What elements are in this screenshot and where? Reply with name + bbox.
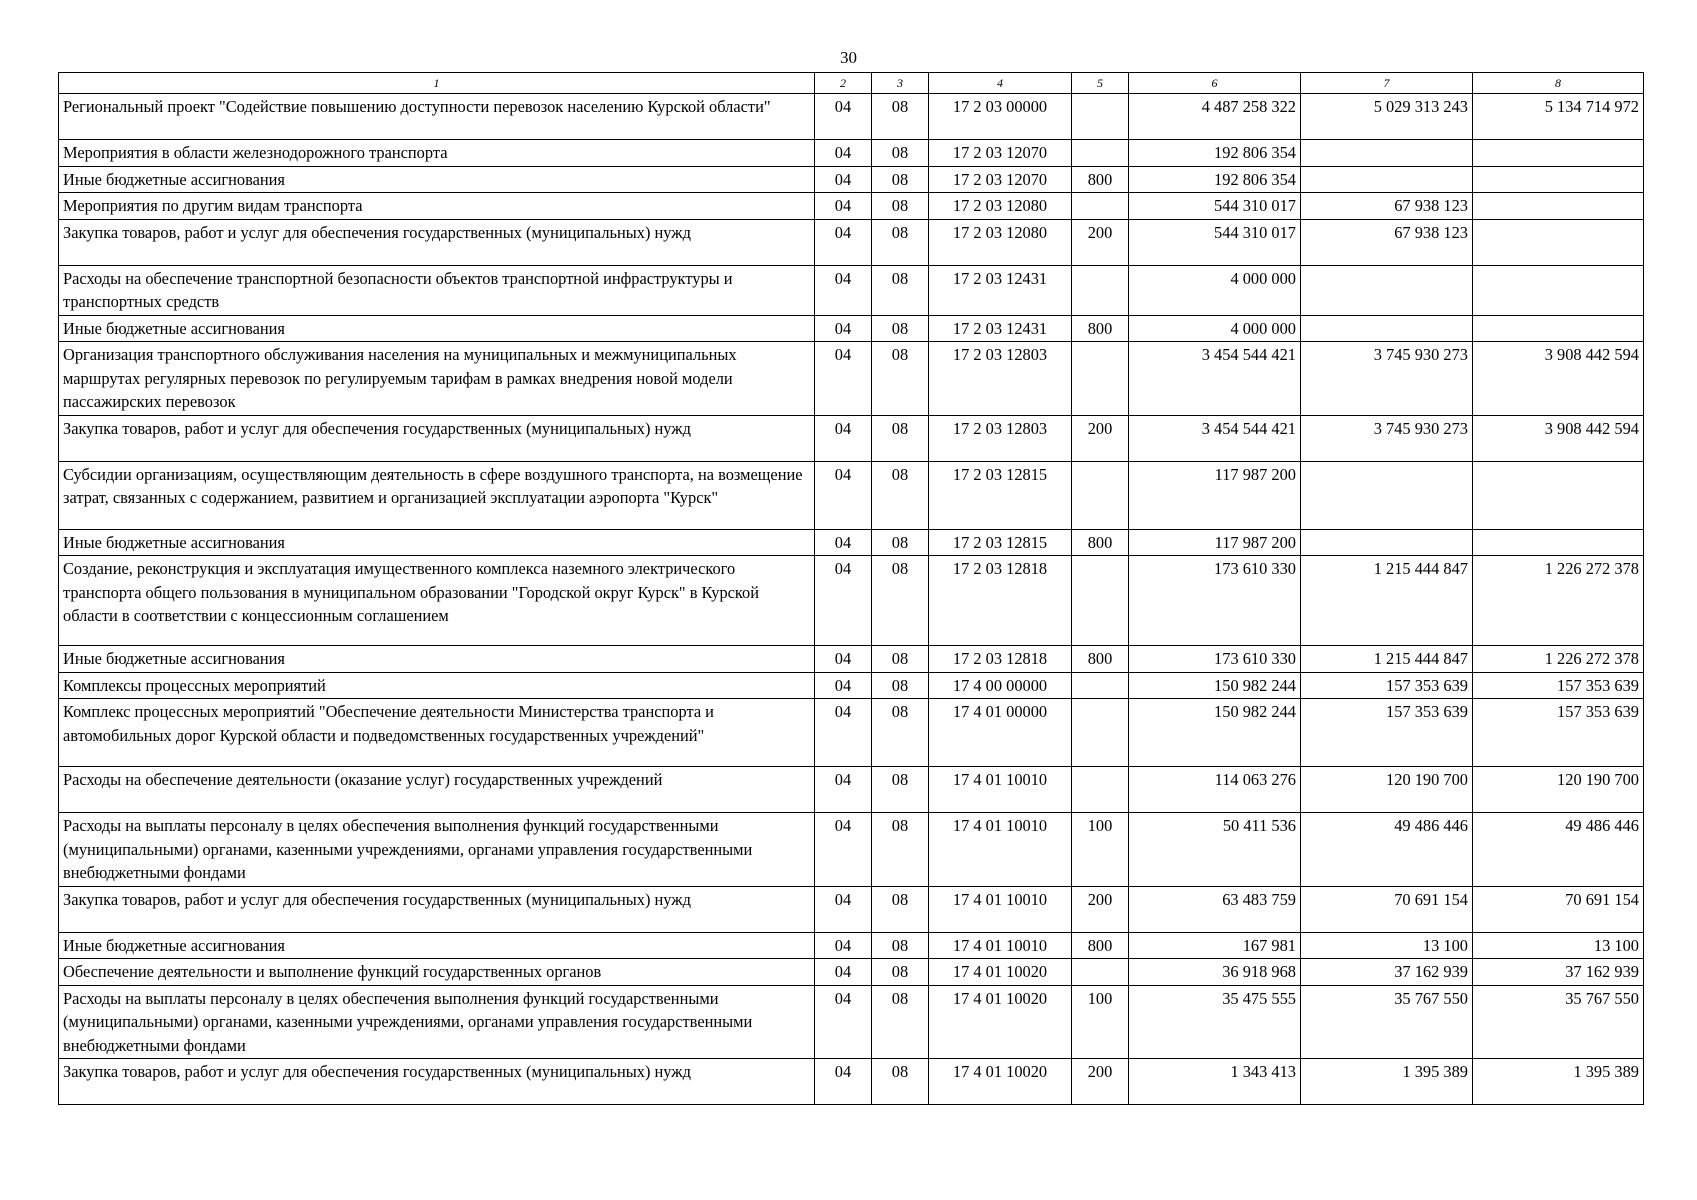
expense-type-cell: 800 — [1072, 166, 1129, 193]
amount-col8-cell: 1 226 272 378 — [1473, 646, 1644, 673]
subsection-code-cell: 08 — [872, 94, 929, 140]
expense-type-cell: 100 — [1072, 985, 1129, 1059]
amount-col7-cell: 49 486 446 — [1301, 813, 1473, 887]
table-row — [59, 646, 1644, 673]
amount-col7-cell: 1 215 444 847 — [1301, 556, 1473, 646]
section-code-cell: 04 — [815, 94, 872, 140]
subsection-code-cell: 08 — [872, 672, 929, 699]
table-row — [59, 415, 1644, 461]
section-code-cell: 04 — [815, 461, 872, 529]
subsection-code-cell: 08 — [872, 219, 929, 265]
subsection-code-cell: 08 — [872, 166, 929, 193]
target-article-cell: 17 2 03 12815 — [929, 461, 1072, 529]
table-row — [59, 140, 1644, 167]
table-row — [59, 932, 1644, 959]
section-code-cell: 04 — [815, 813, 872, 887]
amount-col7-cell: 35 767 550 — [1301, 985, 1473, 1059]
column-number: 3 — [872, 73, 929, 94]
section-code-cell: 04 — [815, 959, 872, 986]
amount-col7-cell: 157 353 639 — [1301, 672, 1473, 699]
amount-col7-cell: 157 353 639 — [1301, 699, 1473, 767]
amount-col6-cell: 173 610 330 — [1129, 646, 1301, 673]
amount-col7-cell: 3 745 930 273 — [1301, 415, 1473, 461]
subsection-code-cell: 08 — [872, 1059, 929, 1105]
amount-col8-cell: 5 134 714 972 — [1473, 94, 1644, 140]
expense-type-cell — [1072, 672, 1129, 699]
target-article-cell: 17 4 01 00000 — [929, 699, 1072, 767]
column-number: 1 — [59, 73, 815, 94]
section-code-cell: 04 — [815, 767, 872, 813]
target-article-cell: 17 2 03 12431 — [929, 265, 1072, 315]
target-article-cell: 17 4 01 10020 — [929, 985, 1072, 1059]
amount-col7-cell — [1301, 166, 1473, 193]
amount-col6-cell: 173 610 330 — [1129, 556, 1301, 646]
section-code-cell: 04 — [815, 193, 872, 220]
expense-type-cell — [1072, 959, 1129, 986]
column-number: 2 — [815, 73, 872, 94]
target-article-cell: 17 2 03 12080 — [929, 193, 1072, 220]
target-article-cell: 17 2 03 12803 — [929, 415, 1072, 461]
column-number: 8 — [1473, 73, 1644, 94]
target-article-cell: 17 4 01 10010 — [929, 813, 1072, 887]
subsection-code-cell: 08 — [872, 140, 929, 167]
amount-col7-cell — [1301, 529, 1473, 556]
amount-col8-cell — [1473, 265, 1644, 315]
row-name-cell: Субсидии организациям, осуществляющим деятельность в сфере воздушного транспорта, на возмещение затрат, связанных с содержанием, развитием и организацией эксплуатации аэропорта "Курск" — [59, 461, 815, 529]
subsection-code-cell: 08 — [872, 529, 929, 556]
amount-col8-cell: 70 691 154 — [1473, 886, 1644, 932]
amount-col8-cell: 13 100 — [1473, 932, 1644, 959]
amount-col6-cell: 35 475 555 — [1129, 985, 1301, 1059]
amount-col8-cell: 157 353 639 — [1473, 672, 1644, 699]
expense-type-cell — [1072, 342, 1129, 416]
target-article-cell: 17 4 01 10020 — [929, 1059, 1072, 1105]
section-code-cell: 04 — [815, 315, 872, 342]
amount-col8-cell — [1473, 193, 1644, 220]
row-name-cell: Мероприятия в области железнодорожного транспорта — [59, 140, 815, 167]
subsection-code-cell: 08 — [872, 415, 929, 461]
amount-col8-cell: 1 395 389 — [1473, 1059, 1644, 1105]
section-code-cell: 04 — [815, 1059, 872, 1105]
subsection-code-cell: 08 — [872, 646, 929, 673]
amount-col6-cell: 4 487 258 322 — [1129, 94, 1301, 140]
expense-type-cell — [1072, 140, 1129, 167]
table-row — [59, 193, 1644, 220]
amount-col7-cell: 120 190 700 — [1301, 767, 1473, 813]
expense-type-cell: 200 — [1072, 415, 1129, 461]
row-name-cell: Иные бюджетные ассигнования — [59, 166, 815, 193]
subsection-code-cell: 08 — [872, 193, 929, 220]
target-article-cell: 17 2 03 12080 — [929, 219, 1072, 265]
amount-col8-cell — [1473, 529, 1644, 556]
subsection-code-cell: 08 — [872, 461, 929, 529]
table-row — [59, 985, 1644, 1059]
section-code-cell: 04 — [815, 699, 872, 767]
page-number: 30 — [840, 48, 857, 67]
amount-col7-cell: 5 029 313 243 — [1301, 94, 1473, 140]
table-row — [59, 529, 1644, 556]
row-name-cell: Организация транспортного обслуживания населения на муниципальных и межмуниципальных маршрутах регулярных перевозок по регулируемым тарифам в рамках внедрения новой модели пассажирских перевозок — [59, 342, 815, 416]
subsection-code-cell: 08 — [872, 959, 929, 986]
column-number: 4 — [929, 73, 1072, 94]
row-name-cell: Расходы на выплаты персоналу в целях обеспечения выполнения функций государственными (муниципальными) органами, казенными учреждениями, органами управления государственными внебюджетными фондами — [59, 985, 815, 1059]
expense-type-cell: 800 — [1072, 646, 1129, 673]
row-name-cell: Иные бюджетные ассигнования — [59, 646, 815, 673]
row-name-cell: Закупка товаров, работ и услуг для обеспечения государственных (муниципальных) нужд — [59, 219, 815, 265]
amount-col8-cell — [1473, 219, 1644, 265]
row-name-cell: Иные бюджетные ассигнования — [59, 529, 815, 556]
amount-col6-cell: 4 000 000 — [1129, 265, 1301, 315]
row-name-cell: Закупка товаров, работ и услуг для обеспечения государственных (муниципальных) нужд — [59, 1059, 815, 1105]
expense-type-cell — [1072, 767, 1129, 813]
section-code-cell: 04 — [815, 166, 872, 193]
subsection-code-cell: 08 — [872, 699, 929, 767]
amount-col6-cell: 192 806 354 — [1129, 166, 1301, 193]
amount-col8-cell — [1473, 461, 1644, 529]
amount-col7-cell — [1301, 461, 1473, 529]
table-row — [59, 461, 1644, 529]
table-row — [59, 219, 1644, 265]
target-article-cell: 17 2 03 12818 — [929, 646, 1072, 673]
column-number: 6 — [1129, 73, 1301, 94]
expense-type-cell: 100 — [1072, 813, 1129, 887]
target-article-cell: 17 2 03 12815 — [929, 529, 1072, 556]
section-code-cell: 04 — [815, 265, 872, 315]
amount-col6-cell: 3 454 544 421 — [1129, 342, 1301, 416]
table-row — [59, 265, 1644, 315]
row-name-cell: Закупка товаров, работ и услуг для обеспечения государственных (муниципальных) нужд — [59, 415, 815, 461]
amount-col8-cell: 3 908 442 594 — [1473, 342, 1644, 416]
amount-col7-cell: 70 691 154 — [1301, 886, 1473, 932]
subsection-code-cell: 08 — [872, 886, 929, 932]
table-row — [59, 767, 1644, 813]
target-article-cell: 17 4 00 00000 — [929, 672, 1072, 699]
amount-col6-cell: 150 982 244 — [1129, 699, 1301, 767]
amount-col7-cell: 13 100 — [1301, 932, 1473, 959]
amount-col7-cell — [1301, 265, 1473, 315]
amount-col8-cell — [1473, 315, 1644, 342]
amount-col7-cell: 1 215 444 847 — [1301, 646, 1473, 673]
column-number-row — [59, 73, 1644, 94]
column-number: 7 — [1301, 73, 1473, 94]
section-code-cell: 04 — [815, 932, 872, 959]
amount-col8-cell: 37 162 939 — [1473, 959, 1644, 986]
target-article-cell: 17 4 01 10010 — [929, 886, 1072, 932]
amount-col7-cell: 1 395 389 — [1301, 1059, 1473, 1105]
target-article-cell: 17 2 03 12818 — [929, 556, 1072, 646]
row-name-cell: Иные бюджетные ассигнования — [59, 932, 815, 959]
subsection-code-cell: 08 — [872, 342, 929, 416]
subsection-code-cell: 08 — [872, 932, 929, 959]
table-body — [59, 94, 1644, 1105]
section-code-cell: 04 — [815, 140, 872, 167]
subsection-code-cell: 08 — [872, 556, 929, 646]
table-row — [59, 672, 1644, 699]
amount-col6-cell: 192 806 354 — [1129, 140, 1301, 167]
amount-col8-cell — [1473, 140, 1644, 167]
amount-col8-cell: 35 767 550 — [1473, 985, 1644, 1059]
row-name-cell: Расходы на обеспечение транспортной безопасности объектов транспортной инфраструктуры и транспортных средств — [59, 265, 815, 315]
expense-type-cell: 200 — [1072, 886, 1129, 932]
amount-col6-cell: 167 981 — [1129, 932, 1301, 959]
target-article-cell: 17 4 01 10010 — [929, 767, 1072, 813]
subsection-code-cell: 08 — [872, 315, 929, 342]
expense-type-cell: 800 — [1072, 315, 1129, 342]
subsection-code-cell: 08 — [872, 767, 929, 813]
amount-col6-cell: 544 310 017 — [1129, 193, 1301, 220]
expense-type-cell — [1072, 556, 1129, 646]
section-code-cell: 04 — [815, 415, 872, 461]
row-name-cell: Мероприятия по другим видам транспорта — [59, 193, 815, 220]
expense-type-cell — [1072, 94, 1129, 140]
section-code-cell: 04 — [815, 886, 872, 932]
target-article-cell: 17 4 01 10010 — [929, 932, 1072, 959]
amount-col7-cell: 3 745 930 273 — [1301, 342, 1473, 416]
amount-col6-cell: 36 918 968 — [1129, 959, 1301, 986]
table-row — [59, 94, 1644, 140]
column-number: 5 — [1072, 73, 1129, 94]
table-row — [59, 342, 1644, 416]
amount-col7-cell: 37 162 939 — [1301, 959, 1473, 986]
amount-col6-cell: 150 982 244 — [1129, 672, 1301, 699]
table-row — [59, 699, 1644, 767]
amount-col7-cell: 67 938 123 — [1301, 219, 1473, 265]
amount-col8-cell: 1 226 272 378 — [1473, 556, 1644, 646]
expense-type-cell — [1072, 265, 1129, 315]
expense-type-cell: 200 — [1072, 219, 1129, 265]
amount-col6-cell: 544 310 017 — [1129, 219, 1301, 265]
target-article-cell: 17 2 03 12431 — [929, 315, 1072, 342]
row-name-cell: Создание, реконструкция и эксплуатация имущественного комплекса наземного электрического транспорта общего пользования в муниципальном образовании "Городской округ Курск" в Курской области в соответствии с концессионным соглашением — [59, 556, 815, 646]
amount-col8-cell — [1473, 166, 1644, 193]
row-name-cell: Расходы на выплаты персоналу в целях обеспечения выполнения функций государственными (муниципальными) органами, казенными учреждениями, органами управления государственными внебюджетными фондами — [59, 813, 815, 887]
amount-col6-cell: 3 454 544 421 — [1129, 415, 1301, 461]
amount-col6-cell: 117 987 200 — [1129, 461, 1301, 529]
section-code-cell: 04 — [815, 342, 872, 416]
amount-col7-cell — [1301, 315, 1473, 342]
amount-col8-cell: 120 190 700 — [1473, 767, 1644, 813]
amount-col8-cell: 49 486 446 — [1473, 813, 1644, 887]
table-row — [59, 166, 1644, 193]
amount-col6-cell: 117 987 200 — [1129, 529, 1301, 556]
section-code-cell: 04 — [815, 219, 872, 265]
table-row — [59, 886, 1644, 932]
amount-col6-cell: 4 000 000 — [1129, 315, 1301, 342]
table-row — [59, 556, 1644, 646]
amount-col6-cell: 114 063 276 — [1129, 767, 1301, 813]
amount-col8-cell: 157 353 639 — [1473, 699, 1644, 767]
expense-type-cell — [1072, 193, 1129, 220]
row-name-cell: Региональный проект "Содействие повышению доступности перевозок населению Курской области" — [59, 94, 815, 140]
amount-col7-cell — [1301, 140, 1473, 167]
expense-type-cell: 800 — [1072, 529, 1129, 556]
table-row — [59, 813, 1644, 887]
row-name-cell: Обеспечение деятельности и выполнение функций государственных органов — [59, 959, 815, 986]
target-article-cell: 17 2 03 00000 — [929, 94, 1072, 140]
section-code-cell: 04 — [815, 529, 872, 556]
target-article-cell: 17 2 03 12070 — [929, 140, 1072, 167]
target-article-cell: 17 4 01 10020 — [929, 959, 1072, 986]
table-row — [59, 1059, 1644, 1105]
amount-col6-cell: 63 483 759 — [1129, 886, 1301, 932]
amount-col8-cell: 3 908 442 594 — [1473, 415, 1644, 461]
row-name-cell: Расходы на обеспечение деятельности (оказание услуг) государственных учреждений — [59, 767, 815, 813]
subsection-code-cell: 08 — [872, 265, 929, 315]
target-article-cell: 17 2 03 12070 — [929, 166, 1072, 193]
section-code-cell: 04 — [815, 556, 872, 646]
amount-col7-cell: 67 938 123 — [1301, 193, 1473, 220]
row-name-cell: Иные бюджетные ассигнования — [59, 315, 815, 342]
row-name-cell: Комплексы процессных мероприятий — [59, 672, 815, 699]
expense-type-cell: 200 — [1072, 1059, 1129, 1105]
budget-table — [58, 72, 1644, 1105]
row-name-cell: Закупка товаров, работ и услуг для обеспечения государственных (муниципальных) нужд — [59, 886, 815, 932]
amount-col6-cell: 50 411 536 — [1129, 813, 1301, 887]
section-code-cell: 04 — [815, 985, 872, 1059]
table-row — [59, 315, 1644, 342]
row-name-cell: Комплекс процессных мероприятий "Обеспечение деятельности Министерства транспорта и автомобильных дорог Курской области и подведомственных государственных учреждений" — [59, 699, 815, 767]
amount-col6-cell: 1 343 413 — [1129, 1059, 1301, 1105]
subsection-code-cell: 08 — [872, 813, 929, 887]
table-row — [59, 959, 1644, 986]
target-article-cell: 17 2 03 12803 — [929, 342, 1072, 416]
section-code-cell: 04 — [815, 672, 872, 699]
subsection-code-cell: 08 — [872, 985, 929, 1059]
expense-type-cell — [1072, 699, 1129, 767]
expense-type-cell: 800 — [1072, 932, 1129, 959]
expense-type-cell — [1072, 461, 1129, 529]
section-code-cell: 04 — [815, 646, 872, 673]
